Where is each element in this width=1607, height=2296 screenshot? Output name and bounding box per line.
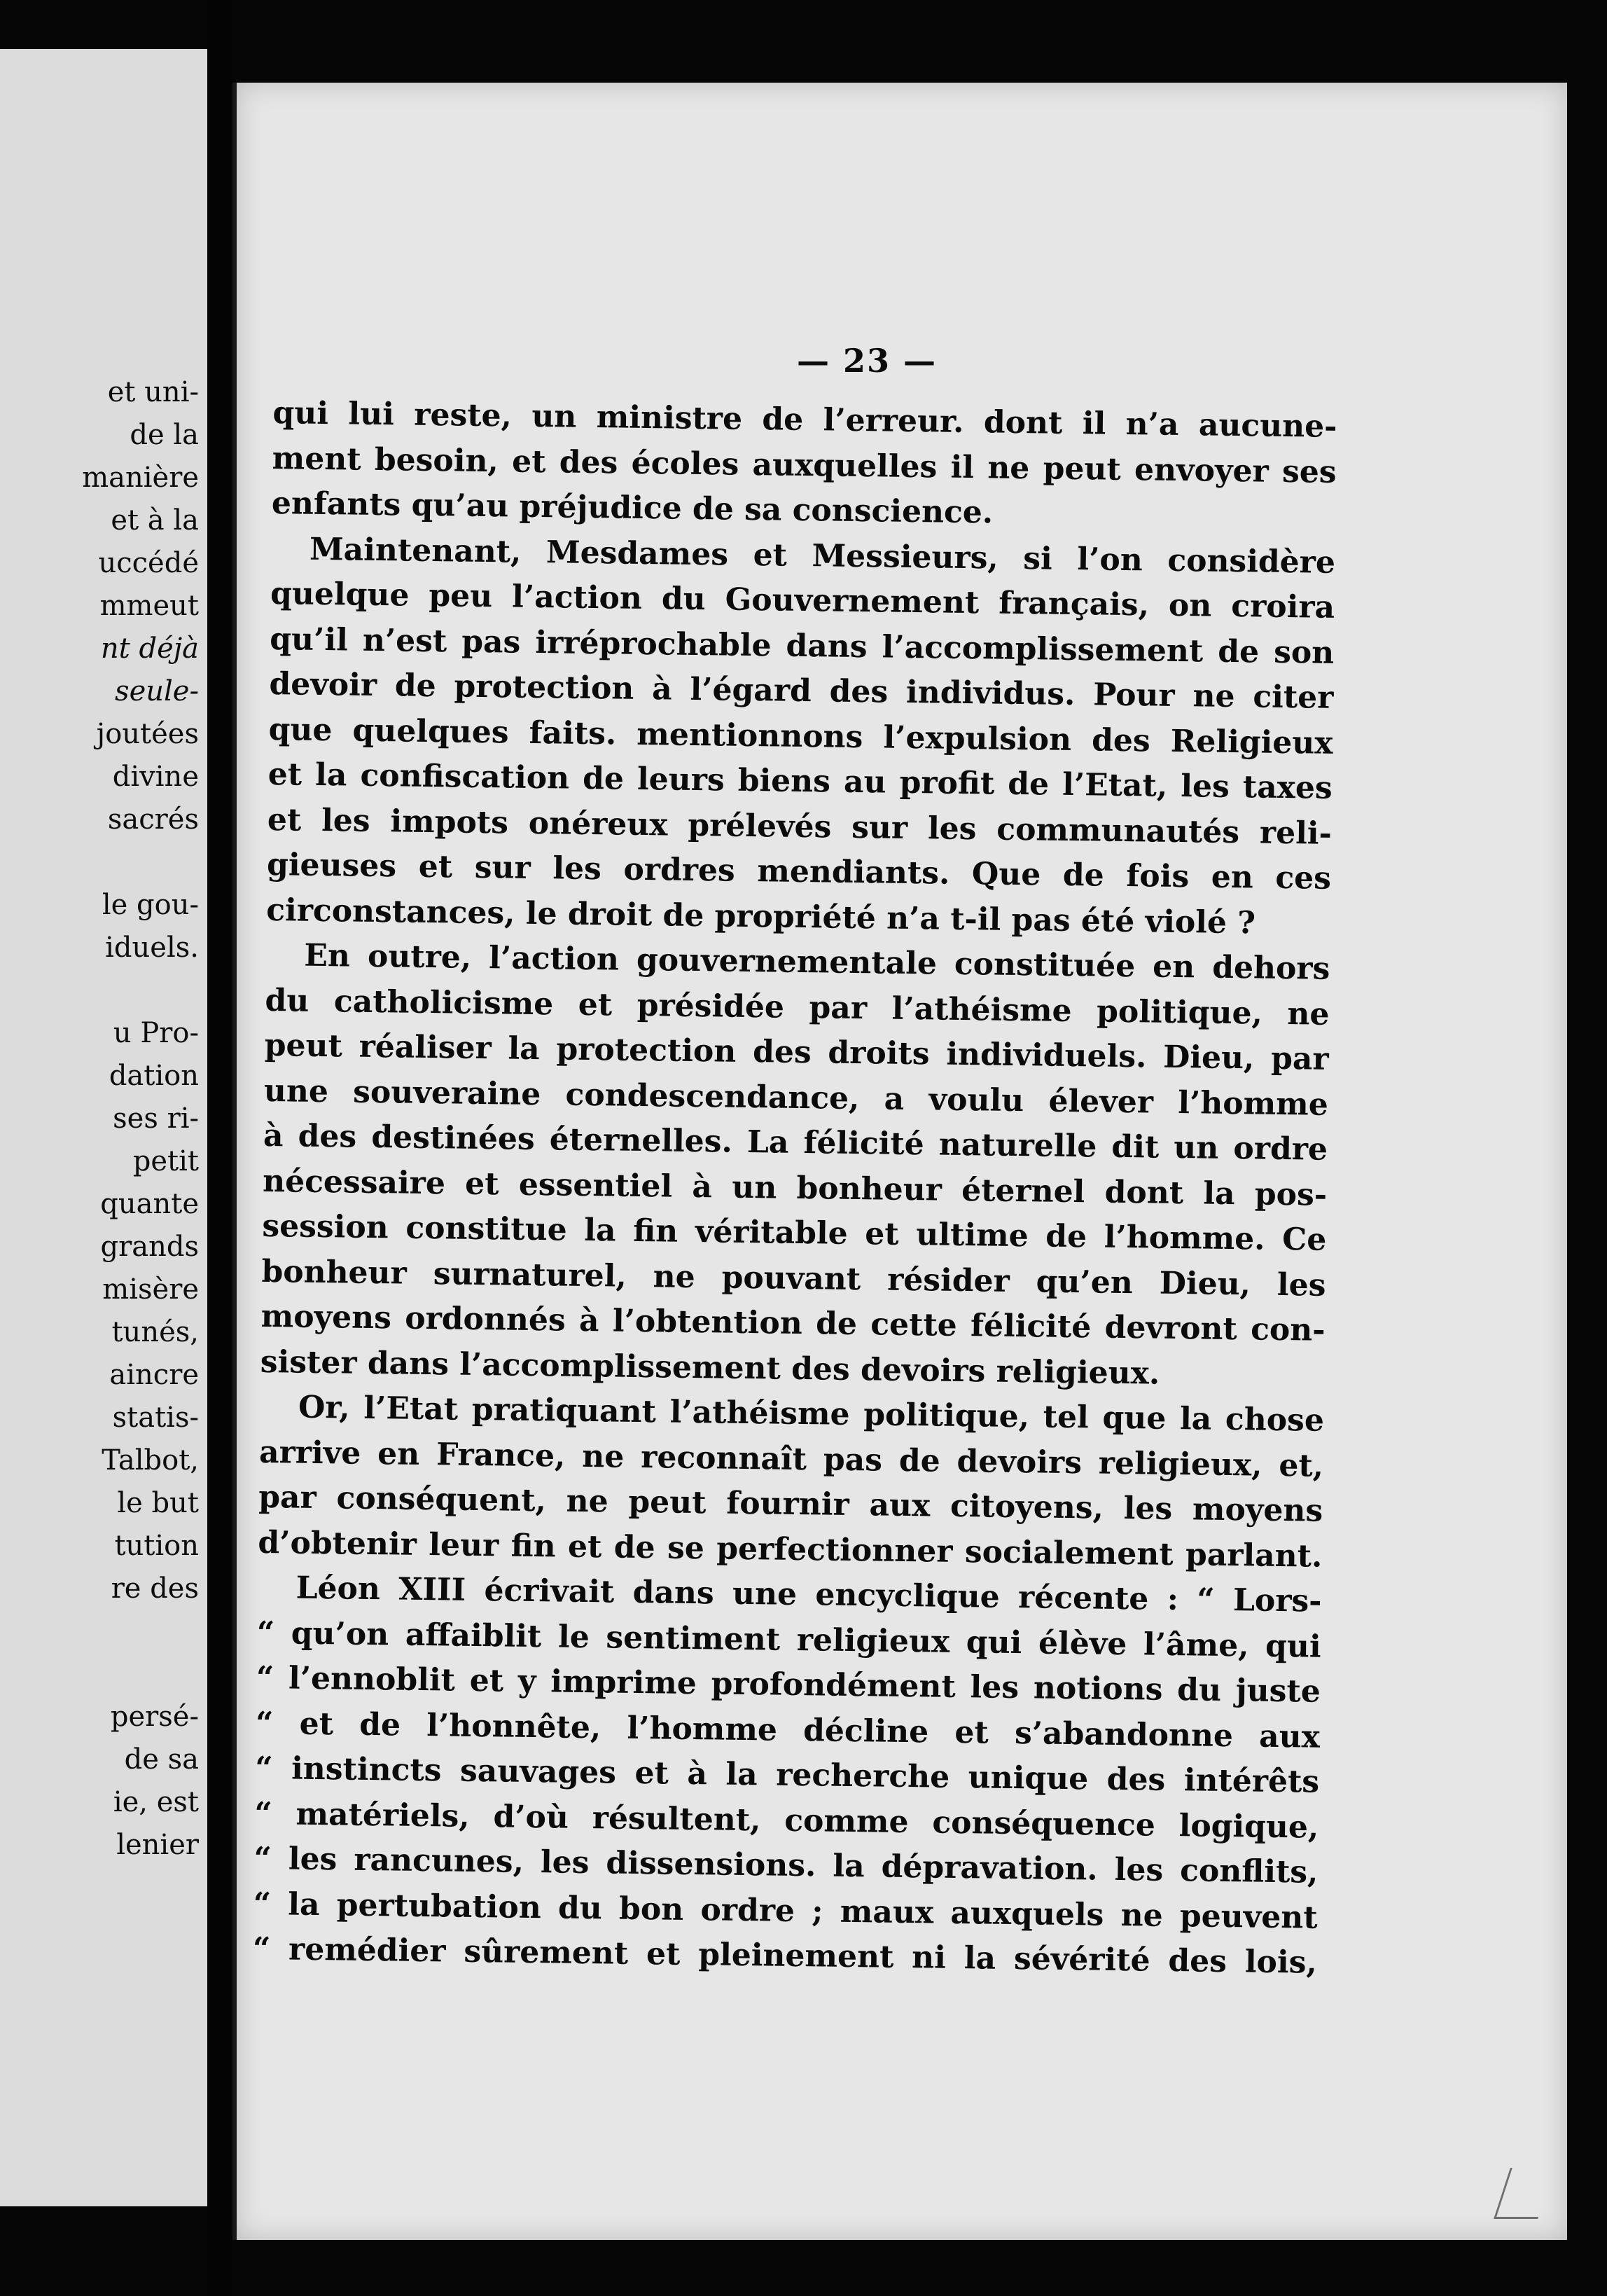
text-line: “ remédier sûrement et pleinement ni la sévérité des lois,	[252, 1930, 1318, 1981]
left-blank-line	[82, 969, 199, 1012]
left-line: iduels.	[105, 932, 199, 964]
left-line: seule-	[115, 675, 199, 707]
text-line: En outre, l’action gouvernementale constituée en dehors	[304, 937, 1330, 987]
left-line: Talbot,	[102, 1444, 199, 1477]
left-line: petit	[132, 1145, 199, 1177]
text-line: “ instincts sauvages et à la recherche unique des intérêts	[254, 1750, 1320, 1800]
text-line: et les impots onéreux prélevés sur les communautés reli-	[267, 801, 1333, 852]
left-line: uccédé	[98, 547, 199, 579]
left-line: le gou-	[102, 889, 199, 921]
text-line: Maintenant, Mesdames et Messieurs, si l’on considère	[309, 531, 1336, 581]
left-line: de sa	[124, 1743, 199, 1776]
text-line: bonheur surnaturel, ne pouvant résider qu’en Dieu, les	[261, 1253, 1326, 1303]
text-line: et la confiscation de leurs biens au profit de l’Etat, les taxes	[267, 756, 1333, 806]
text-line: “ les rancunes, les dissensions. la dépravation. les conflits,	[253, 1840, 1319, 1890]
left-line: ses ri-	[113, 1102, 199, 1135]
left-line: u Pro-	[113, 1017, 199, 1049]
text-line: par conséquent, ne peut fournir aux citoyens, les moyens	[258, 1479, 1323, 1529]
text-line: que quelques faits. mentionnons l’expulsion des Religieux	[268, 711, 1333, 761]
left-line: mmeut	[99, 590, 199, 622]
left-line: quante	[100, 1188, 199, 1220]
left-line: tution	[114, 1530, 199, 1562]
text-line: circonstances, le droit de propriété n’a t-il pas été violé ?	[265, 892, 1256, 941]
left-line: dation	[109, 1060, 199, 1092]
left-line: manière	[82, 462, 199, 494]
text-line: “ matériels, d’où résultent, comme conséquence logique,	[254, 1795, 1319, 1846]
text-line: quelque peu l’action du Gouvernement français, on croira	[270, 575, 1335, 625]
current-page	[232, 83, 1567, 2240]
text-line: “ la pertubation du bon ordre ; maux auxquels ne peuvent	[253, 1886, 1318, 1936]
text-line: arrive en France, ne reconnaît pas de devoirs religieux, et,	[258, 1434, 1324, 1484]
left-blank-line	[82, 841, 199, 884]
left-line: de la	[130, 419, 199, 451]
text-line: Or, l’Etat pratiquant l’athéisme politique, tel que la chose	[298, 1389, 1325, 1439]
left-line: nt déjà	[100, 632, 199, 665]
text-line: qu’il n’est pas irréprochable dans l’accomplissement de son	[270, 621, 1335, 671]
page-body-text	[252, 391, 1337, 1986]
left-line: lenier	[116, 1829, 199, 1861]
left-line: joutées	[96, 718, 199, 750]
text-line: à des destinées éternelles. La félicité naturelle dit un ordre	[263, 1117, 1328, 1168]
left-line: aincre	[109, 1359, 199, 1391]
text-line: qui lui reste, un ministre de l’erreur. dont il n’a aucune-	[272, 394, 1337, 445]
left-blank-line	[82, 1610, 199, 1653]
left-blank-line	[82, 1653, 199, 1696]
page-corner-mark	[1494, 2168, 1554, 2219]
left-line: et uni-	[107, 376, 199, 408]
left-line: divine	[112, 761, 199, 793]
left-line: statis-	[112, 1402, 199, 1434]
text-line: Léon XIII écrivait dans une encyclique récente : “ Lors-	[295, 1570, 1322, 1619]
left-line: ie, est	[113, 1786, 199, 1818]
text-line: ment besoin, et des écoles auxquelles il ne peut envoyer ses	[272, 440, 1337, 490]
text-line: “ et de l’honnête, l’homme décline et s’abandonne aux	[255, 1705, 1321, 1755]
text-line: une souveraine condescendance, a voulu élever l’homme	[263, 1072, 1329, 1123]
left-line: persé-	[110, 1701, 199, 1733]
text-line: “ qu’on affaiblit le sentiment religieux qui élève l’âme, qui	[256, 1614, 1321, 1665]
text-line: moyens ordonnés à l’obtention de cette félicité devront con-	[260, 1298, 1326, 1348]
previous-page-fragment	[0, 49, 207, 2206]
text-line: nécessaire et essentiel à un bonheur éternel dont la pos-	[262, 1163, 1328, 1213]
text-line: du catholicisme et présidée par l’athéisme politique, ne	[265, 982, 1330, 1032]
text-line: session constitue la fin véritable et ultime de l’homme. Ce	[262, 1208, 1327, 1258]
text-line: enfants qu’au préjudice de sa conscience.	[271, 485, 994, 531]
previous-page-text	[82, 371, 199, 1867]
left-line: re des	[111, 1572, 199, 1605]
left-line: le but	[117, 1487, 199, 1519]
left-line: grands	[100, 1231, 199, 1263]
text-line: sister dans l’accomplissement des devoirs religieux.	[260, 1343, 1160, 1392]
text-line: d’obtenir leur fin et de se perfectionner socialement parlant.	[258, 1524, 1323, 1575]
left-line: sacrés	[107, 803, 199, 836]
text-line: peut réaliser la protection des droits individuels. Dieu, par	[264, 1027, 1329, 1077]
left-line: et à la	[111, 504, 199, 537]
left-line: tunés,	[111, 1316, 199, 1348]
page-number: — 23 —	[796, 342, 938, 380]
book-spine-gutter	[207, 0, 232, 2296]
text-line: gieuses et sur les ordres mendiants. Que de fois en ces	[266, 846, 1332, 897]
text-line: devoir de protection à l’égard des individus. Pour ne citer	[269, 665, 1334, 716]
left-line: misère	[102, 1273, 199, 1306]
text-line: “ l’ennoblit et y imprime profondément les notions du juste	[256, 1659, 1321, 1710]
